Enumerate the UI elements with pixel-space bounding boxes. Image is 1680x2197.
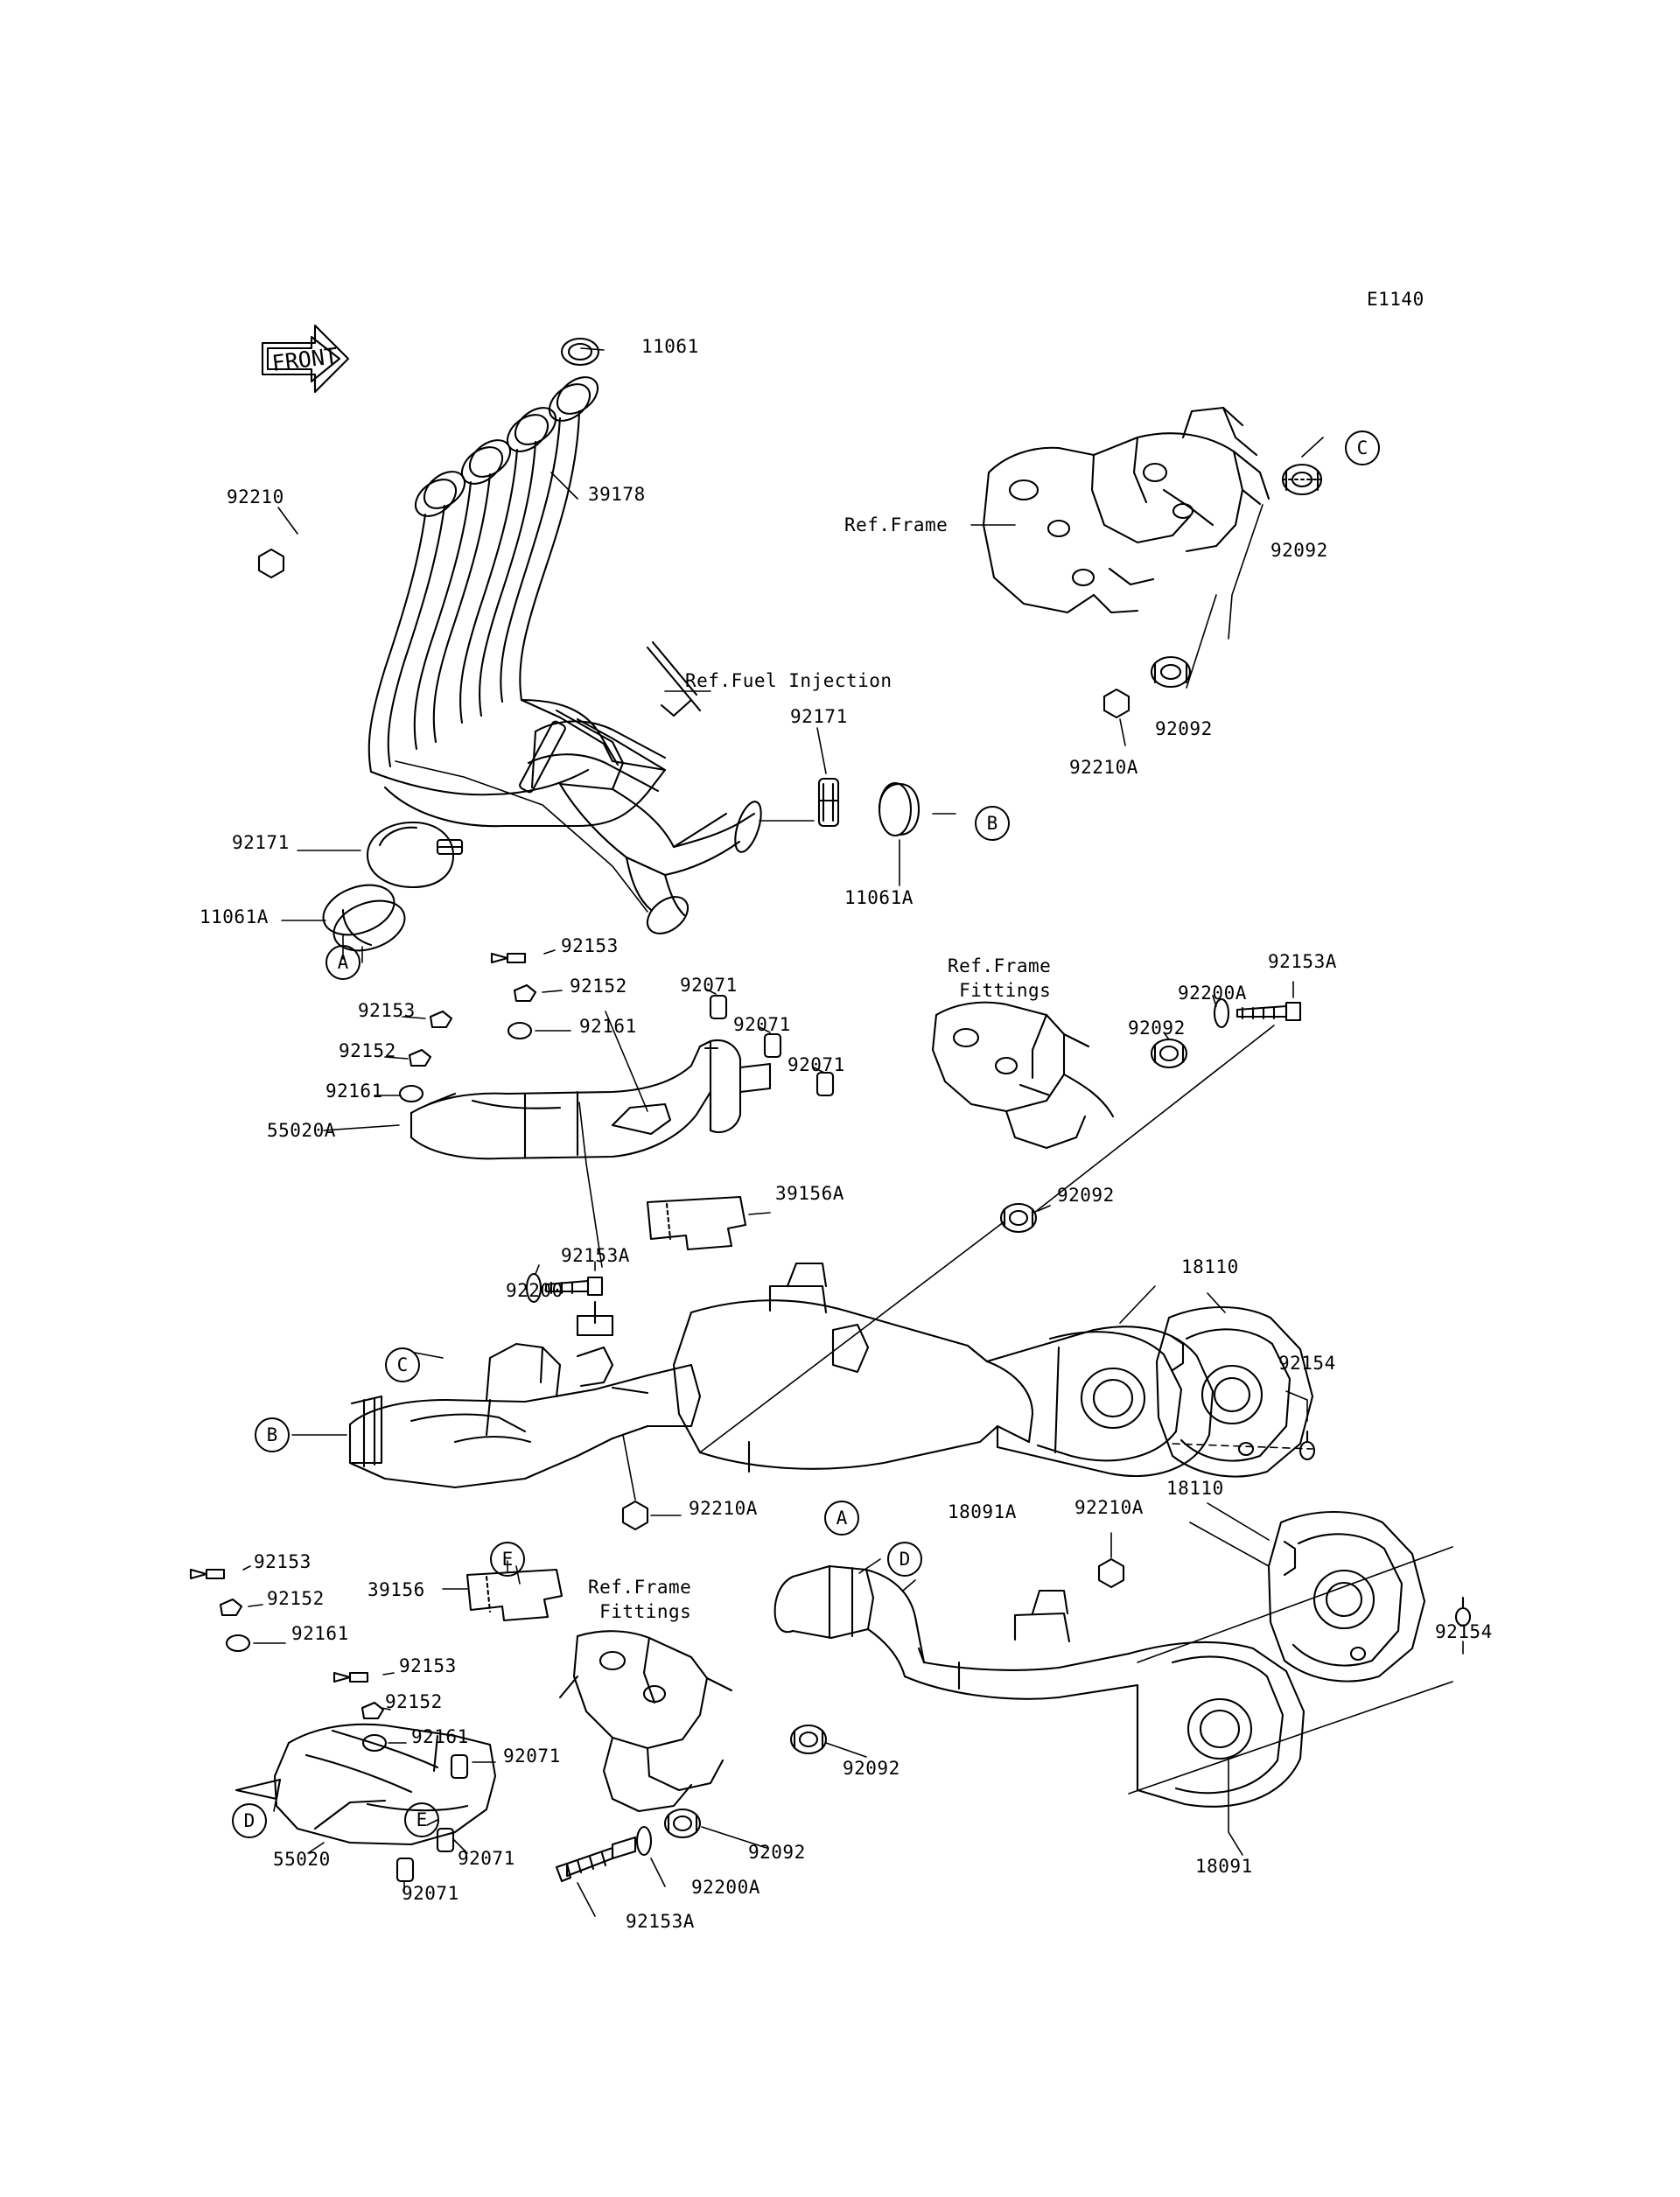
gasket-39156 [467, 1570, 562, 1620]
gasket-39156a [648, 1197, 746, 1249]
nut-92210a-upper [1104, 689, 1129, 717]
collar-92092-mid-right [1152, 657, 1190, 687]
nut-92210a-mid [623, 1501, 648, 1529]
clamp-92171-center [819, 779, 838, 826]
gasket-11061a-left [317, 876, 412, 960]
callout-b-mid: B [255, 1417, 290, 1452]
muffler-18091a [674, 1263, 1213, 1476]
ref-label-frame-fittings-mid: Ref.Frame Fittings [948, 955, 1052, 1001]
part-label-18091: 18091 [1195, 1856, 1253, 1877]
gasket-11061a-right [879, 783, 919, 836]
part-label-92152-a2: 92152 [339, 1040, 396, 1061]
part-label-92153-b1: 92153 [254, 1551, 312, 1572]
part-label-92171-center: 92171 [790, 706, 848, 727]
collar-92092-rod [1001, 1204, 1036, 1232]
part-label-39156a: 39156A [775, 1183, 844, 1204]
part-label-92210a-upper: 92210A [1069, 757, 1138, 778]
part-label-92152-b2: 92152 [385, 1691, 443, 1712]
part-label-92153-b2: 92153 [399, 1655, 457, 1676]
part-label-92152-a1: 92152 [570, 976, 627, 997]
collar-92092-top [1283, 465, 1321, 494]
part-label-18110-upper: 18110 [1181, 1256, 1239, 1277]
part-label-92210a-mid: 92210A [689, 1498, 758, 1519]
front-arrow-icon [262, 325, 348, 392]
ref-label-fuel-injection: Ref.Fuel Injection [685, 670, 892, 691]
part-label-11061: 11061 [641, 336, 699, 357]
part-label-92071-a3: 92071 [788, 1054, 845, 1075]
gasket-11061 [562, 339, 598, 365]
nut-92210 [259, 549, 284, 577]
part-label-92161-a2: 92161 [326, 1081, 383, 1102]
callout-a-lower: A [824, 1501, 859, 1536]
callout-d-lower: D [232, 1803, 267, 1838]
nut-92210a-lower [1099, 1559, 1124, 1587]
part-label-39156: 39156 [368, 1579, 425, 1600]
callout-e-upper: E [490, 1542, 525, 1577]
part-label-92071-a1: 92071 [680, 975, 738, 996]
part-label-92200-left: 92200 [506, 1280, 564, 1301]
ref-label-frame-upper: Ref.Frame [844, 514, 948, 535]
part-label-92071-b2: 92071 [458, 1848, 515, 1869]
heat-shield-55020a [411, 1040, 770, 1158]
ref-frame-fittings-mid [933, 1003, 1113, 1148]
part-label-55020: 55020 [273, 1849, 331, 1870]
clamp-92171-left [368, 822, 462, 887]
part-label-92092-top: 92092 [1270, 540, 1328, 561]
part-label-92153a-mid: 92153A [1268, 951, 1337, 972]
part-label-92092-lower2: 92092 [748, 1842, 806, 1863]
ref-frame-upper [984, 408, 1269, 612]
collar-92092-lower [791, 1725, 826, 1753]
part-label-11061a-right: 11061A [844, 887, 914, 908]
part-label-92200a-lower: 92200A [691, 1877, 760, 1898]
part-label-92154-upper: 92154 [1278, 1353, 1336, 1374]
part-label-18091a: 18091A [948, 1501, 1017, 1522]
part-label-55020a: 55020A [267, 1120, 336, 1141]
exhaust-header-39178 [369, 339, 766, 941]
ref-label-frame-fittings-lower: Ref.Frame Fittings [588, 1577, 692, 1622]
part-label-92154-lower: 92154 [1435, 1621, 1493, 1642]
part-label-92071-b1: 92071 [503, 1746, 561, 1767]
part-label-92153a-left: 92153A [561, 1245, 630, 1266]
callout-d-upper: D [887, 1542, 922, 1577]
part-label-18110-lower: 18110 [1166, 1478, 1224, 1499]
part-label-92200a-mid: 92200A [1178, 983, 1247, 1004]
callout-c-upper: C [1345, 430, 1380, 465]
part-label-92092-rod: 92092 [1057, 1185, 1115, 1206]
ref-frame-fittings-lower [560, 1631, 732, 1811]
part-label-92161-a1: 92161 [579, 1016, 637, 1037]
part-label-92152-b1: 92152 [267, 1588, 325, 1609]
part-label-92092-upper-right: 92092 [1155, 718, 1213, 739]
svg-text:FRONT: FRONT [270, 342, 340, 376]
part-label-92153-a2: 92153 [358, 1000, 416, 1021]
part-label-92171-left: 92171 [232, 832, 290, 853]
callout-b-upper: B [975, 806, 1010, 841]
callout-e-lower: E [404, 1802, 439, 1837]
diagram-id: E1140 [1367, 289, 1424, 310]
callout-a-upper: A [326, 945, 360, 980]
part-label-92153a-lower: 92153A [626, 1911, 695, 1932]
part-label-92210: 92210 [227, 486, 284, 507]
collar-92092-bolt-lower [556, 1809, 700, 1881]
part-label-92161-b2: 92161 [411, 1726, 469, 1747]
part-label-92071-a2: 92071 [733, 1014, 791, 1035]
callout-c-mid: C [385, 1347, 420, 1382]
part-label-11061a-left: 11061A [200, 906, 269, 927]
part-label-39178: 39178 [588, 484, 646, 505]
part-label-92092-lower1: 92092 [843, 1758, 900, 1779]
part-label-92153-a1: 92153 [561, 935, 619, 956]
part-label-92092-mid: 92092 [1128, 1018, 1186, 1039]
part-label-92161-b1: 92161 [291, 1623, 349, 1644]
cover-18110-lower [1269, 1512, 1424, 1682]
part-label-92210a-lower-right: 92210A [1074, 1497, 1144, 1518]
part-label-92071-b3: 92071 [402, 1883, 459, 1904]
